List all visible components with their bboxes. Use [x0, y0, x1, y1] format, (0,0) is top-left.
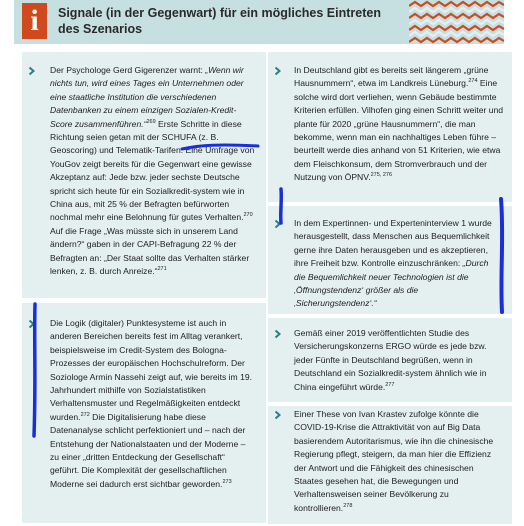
chevron-right-icon [274, 329, 284, 339]
footnote-ref: 274 [468, 78, 478, 85]
footnote-ref: 273 [222, 479, 232, 486]
footnote-ref: 275, 276 [370, 172, 393, 179]
zigzag-pattern-decoration [409, 0, 504, 44]
footnote-ref: 270 [243, 212, 253, 219]
pen-vertical-mark-left [30, 300, 40, 440]
list-item-hausnummern: In Deutschland gibt es bereits seit längerem „grüne Hausnummern“, etwa im Landkreis Lüneburg.$^{274}$ Eine solche wird dort verliehen, wenn Gebäude bestimmte Kriterien erfüllen. Vilhofen ging einen Schritt weiter und plante für 2020 „grüne Hausnummern“, die man bekomme, wenn man ein nachhaltiges Leben führe – beurteilt werde dies anhand von 51 Kriterien, wie etwa dem Fleischkonsum, dem Stromverbrauch und der Nutzung von ÖPNV.$^{275, 276}$ [294, 65, 504, 183]
list-item-interview: In dem Expertinnen- und Experteninterview 1 wurde herausgestellt, dass Menschen aus Bequemlichkeit gerne ihre Daten herausgeben und es akzeptieren, ihre Freiheit bzw. Kontrolle einzuschränken: „Durch die Bequemlichkeit neuer Technologien ist die ‚Öffnungstendenz‘ größer als die ‚Sicherungstendenz‘.“ [294, 218, 492, 309]
chevron-right-icon [28, 66, 38, 76]
pen-vertical-mark-right [494, 196, 508, 316]
section-title: Signale (in der Gegenwart) für ein mögliches Eintreten des Szenarios [58, 6, 381, 36]
chevron-right-icon [274, 66, 284, 76]
list-item-gigerenzer: Der Psychologe Gerd Gigerenzer warnt: „Wenn wir nichts tun, wird eines Tages ein Unternehmen oder eine staatliche Institution die verschiedenen Datenbanken zu einem einzigen Sozialen-Kredit-Score zusammenführen.“$^{269}$ Erste Schritte in diese Richtung seien getan mit der SCHUFA (z. B. Geoscoring) und Telematik-Tarifen. Eine Umfrage von YouGov zeigt bereits für die Gegenwart eine gewisse Akzeptanz auf: Jede bzw. jeder sechste Deutsche spricht sich heute für ein Sozialkredit-system wie in China aus, mit 25 % der Befragten befürworten nochmal mehr eine Belohnung für gutes Verhalten.$^{270}$ Auf die Frage „Was müsste sich in unserem Land ändern?“ gaben in der CAPI-Befragung 22 % der Befragten an: „Der Staat sollte das Verhalten stärker lenken, z. B. durch Anreize.“$^{271}$ [50, 65, 255, 277]
footnote-ref: 277 [385, 381, 395, 388]
footnote-ref: 269 [146, 118, 156, 125]
list-item-ergo: Gemäß einer 2019 veröffentlichten Studie des Versicherungskonzerns ERGO würde es jede bzw. jeder Fünfte in Deutschland begrüßen, wenn in Deutschland ein Sozialkredit-system ähnlich wie in China eingeführt würde.$^{277}$ [294, 328, 487, 392]
list-item-krastev: Einer These von Ivan Krastev zufolge könnte die COVID-19-Krise die Attraktivität von auf Big Data basierendem Autoritarismus, wie ihn die chinesische Regierung pflegt, steigern, da man hier die Effizienz der Antwort und die Fähigkeit des chinesischen Staates gesehen hat, die Bewegungen und Verhaltensweisen seiner Bevölkerung zu kontrollieren.$^{278}$ [294, 409, 494, 513]
footnote-ref: 272 [80, 411, 90, 418]
pen-vertical-mark-right-top [276, 186, 286, 226]
interview-quote: „Durch die Bequemlichkeit neuer Technologien ist die ‚Öffnungstendenz‘ größer als die ‚Sicherungstendenz‘.“ [294, 258, 489, 309]
list-item-logik: Die Logik (digitaler) Punktesysteme ist auch in anderen Bereichen bereits fest im Alltag verankert, beispielsweise im Credit-System des Bologna-Prozesses der europäischen Hochschulreform. Der Soziologe Armin Nassehi zeigt auf, wie bereits im 19. Jahrhundert mithilfe von Sozialstatistiken Verhaltensmuster und Regelmäßigkeiten entdeckt wurden.$^{272}$ Die Digitalisierung habe diese Datenanalyse schlicht perfektioniert und – nach der Entstehung der Nationalstaaten und der Moderne – zu einer „dritten Entdeckung der Gesellschaft“ geführt. Die Komplexität der gesellschaftlichen Moderne sei dadurch erst sichtbar geworden.$^{273}$ [50, 318, 253, 489]
section-header [14, 0, 504, 44]
info-icon: i [22, 3, 47, 39]
footnote-ref: 271 [157, 266, 167, 273]
footnote-ref: 278 [343, 502, 353, 509]
chevron-right-icon [274, 410, 284, 420]
gigerenzer-quote: „Wenn wir nichts tun, wird eines Tages ein Unternehmen oder eine staatliche Institution die verschiedenen Datenbanken zu einem einzigen Sozialen-Kredit-Score zusammenführen.“ [50, 65, 244, 129]
pen-underline-mark [180, 140, 260, 154]
